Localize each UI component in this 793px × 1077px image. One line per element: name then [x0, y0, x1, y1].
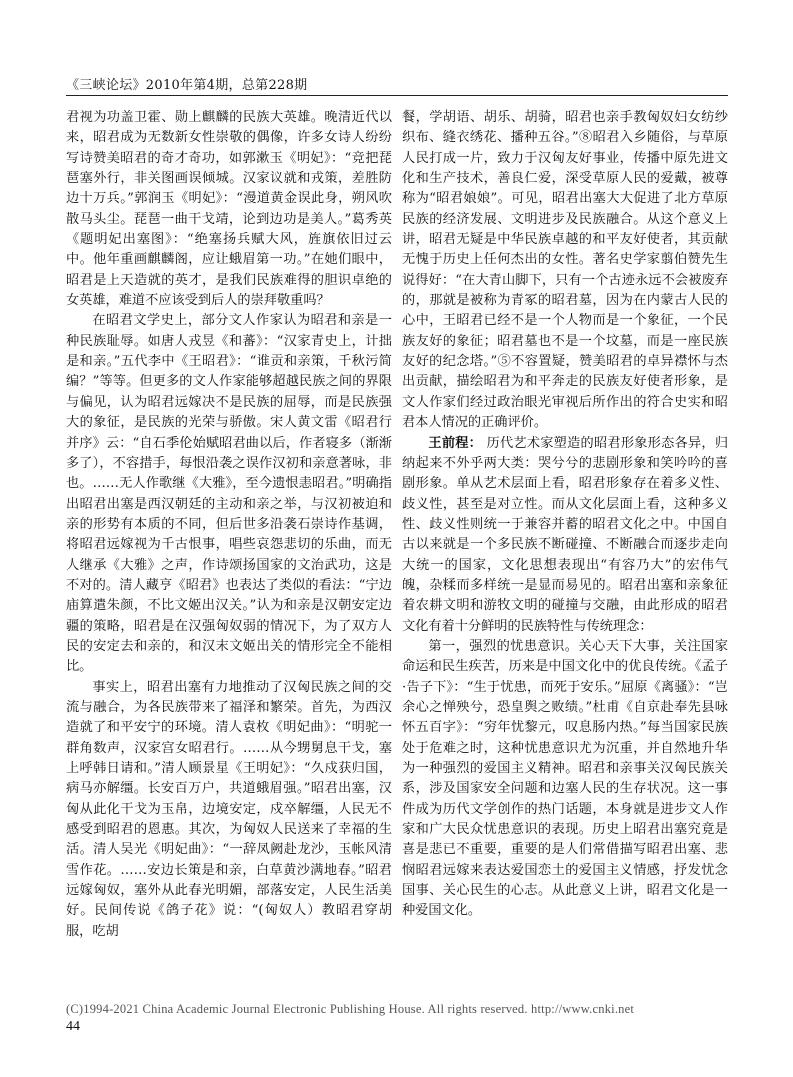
paragraph: 餐，学胡语、胡乐、胡骑，昭君也亲手教匈奴妇女纺纱织布、缝衣绣花、播种五谷。”⑧昭君入乡随俗，与草原人民打成一片，致力于汉匈友好事业，传播中原先进文化和生产技术，善良仁爱，深受草原人民的爱戴，被尊称为“昭君娘娘”。可见，昭君出塞大大促进了北方草原民族的经济发展、文明进步及民族融合。从这个意义上讲，昭君无疑是中华民族卓越的和平友好使者，其贡献无愧于历史上任何杰出的女性。著名史学家翦伯赞先生说得好：“在大青山脚下，只有一个古迹永远不会被废弃的，那就是被称为青冢的昭君墓，因为在内蒙古人民的心中，王昭君已经不是一个人物而是一个象征，一个民族友好的象征；昭君墓也不是一个坟墓，而是一座民族友好的纪念塔。”⑤不容置疑，赞美昭君的卓异襟怀与杰出贡献，描绘昭君为和平奔走的民族友好使者形象，是文人作家们经过政治眼光审视后所作出的符合史实和昭君本人情况的正确评价。: [402, 110, 728, 431]
speaker-label: 王前程：: [428, 435, 483, 451]
header-rule: [66, 95, 728, 96]
paragraph: 事实上，昭君出塞有力地推动了汉匈民族之间的交流与融合，为各民族带来了福泽和繁荣。首先，为西汉造就了和平安宁的环境。清人袁枚《明妃曲》：“明驼一群角数声，汉家宫女昭君行。……从今甥舅息干戈，塞上呼韩日请和。”清人顾景星《王明妃》：“久戍获归国，病马亦解缰。长安百万户，共道蛾眉强。”昭君出塞，汉匈从此化干戈为玉帛，边境安定，戍卒解缰，人民无不感受到昭君的恩惠。其次，为匈奴人民送来了幸福的生活。清人吴光《明妃曲》：“一辞凤阙赴龙沙，玉帐风清雪作花。……安边长策是和亲，白草黄沙满地春。”昭君远嫁匈奴，塞外从此春光明媚，部落安定，人民生活美好。民间传说《鸽子花》说：“(匈奴人）教昭君穿胡服，吃胡: [66, 679, 392, 939]
paragraph: 第一，强烈的忧患意识。关心天下大事，关注国家命运和民生疾苦，历来是中国文化中的优良传统。《孟子·告子下》：“生于忧患，而死于安乐。”屈原《离骚》：“岂余心之惮殃兮，恐皇舆之败绩。”杜甫《自京赴奉先县咏怀五百字》：“穷年忧黎元，叹息肠内热。”每当国家民族处于危难之时，这种忧患意识尤为沉重，并自然地升华为一种强烈的爱国主义精神。昭君和亲事关汉匈民族关系，涉及国家安全问题和边塞人民的生存状况。这一事件成为历代文学创作的热门话题，本身就是进步文人作家和广大民众忧患意识的表现。历史上昭君出塞究竟是喜是悲已不重要，重要的是人们常借描写昭君出塞、悲悯昭君远嫁来表达爱国恋土的爱国主义情感，抒发忧念国事、关心民生的心志。从此意义上讲，昭君文化是一种爱国文化。: [402, 638, 728, 919]
page-number: 44: [66, 1019, 80, 1034]
right-column: [402, 108, 728, 998]
paragraph: 君视为功盖卫霍、勋上麒麟的民族大英雄。晚清近代以来，昭君成为无数新女性崇敬的偶像，许多女诗人纷纷写诗赞美昭君的奇才奇功，如郭漱玉《明妃》：“竞把琵琶塞外行，非关图画误倾城。汉家议就和戎策，差胜防边十万兵。”郭润玉《明妃》：“漫道黄金误此身，朔风吹散马头尘。琵琶一曲干戈靖，论到边功是美人。”葛秀英《题明妃出塞图》：“绝塞扬兵赋大风，旌旗依旧过云中。他年重画麒麟阁，应让蛾眉第一功。”在她们眼中，昭君是上天造就的英才，是我们民族难得的胆识卓绝的女英雄，难道不应该受到后人的崇拜敬重吗？: [66, 110, 392, 309]
journal-header: 《三峡论坛》2010年第4期，总第228期: [66, 78, 308, 93]
copyright-footer: (C)1994-2021 China Academic Journal Electronic Publishing House. All rights reserved. http://www.cnki.net: [66, 1002, 635, 1016]
paragraph: 在昭君文学史上，部分文人作家认为昭君和亲是一种民族耻辱。如唐人戎昱《和蕃》：“汉家青史上，计拙是和亲。”五代李中《王昭君》：“谁贡和亲策，千秋污简编？”等等。但更多的文人作家能够超越民族之间的界限与偏见，认为昭君远嫁决不是民族的屈辱，而是民族强大的象征，是民族的光荣与骄傲。宋人黄文雷《昭君行并序》云：“自石季伦始赋昭君曲以后，作者寝多（渐渐多了），不容措手，每恨沿袭之误作汉初和亲意著咏，非也。……无人作歌继《大雅》，至今遗恨恚昭君。”明确指出昭君出塞是西汉朝廷的主动和亲之举，与汉初被迫和亲的形势有本质的不同，但后世多沿袭石崇诗作基调，将昭君远嫁视为千古恨事，唱些哀怨悲切的乐曲，而无人继承《大雅》之声，作诗颂扬国家的文治武功，这是不对的。清人藏亨《昭君》也表达了类似的看法：“宁边庙算遣朱颜，不比文姬出汉关。”认为和亲是汉朝安定边疆的策略，昭君是在汉强匈奴弱的情况下，为了双方人民的安定去和亲的，和汉末文姬出关的情形完全不能相比。: [66, 313, 392, 675]
paragraph: [402, 434, 728, 637]
left-column: [66, 108, 392, 998]
paragraph-text: 历代艺术家塑造的昭君形象形态各异，归纳起来不外乎两大类：哭兮兮的悲剧形象和笑吟吟的喜剧形象。单从艺术层面上看，昭君形象存在着多义性、歧义性，甚至是对立性。而从文化层面上看，这种多义性、歧义性则统一于兼容并蓄的昭君文化之中。中国自古以来就是一个多民族不断碰撞、不断融合而逐步走向大统一的国家，文化思想表现出“有容乃大”的宏伟气魄，杂糅而多样统一是显而易见的。昭君出塞和亲象征着农耕文明和游牧文明的碰撞与交融，由此形成的昭君文化有着十分鲜明的民族特性与传统理念：: [402, 435, 729, 634]
